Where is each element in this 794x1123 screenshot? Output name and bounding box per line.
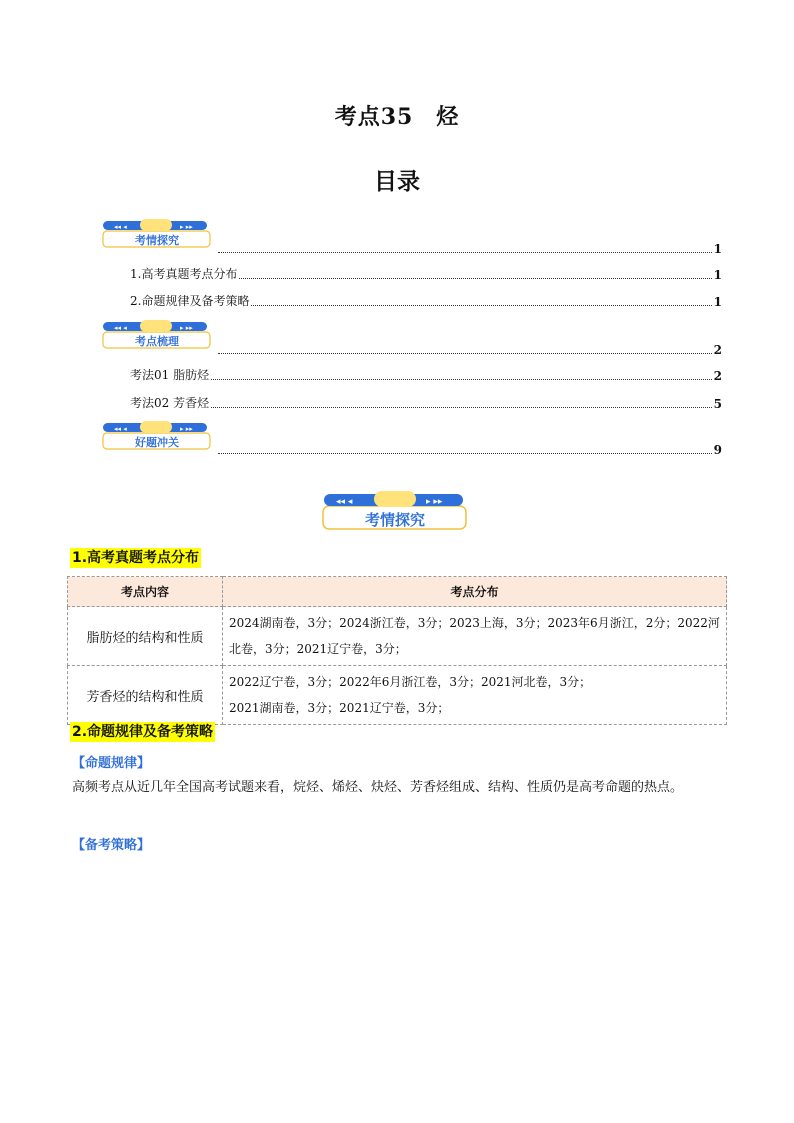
toc-page-number: 1	[713, 242, 722, 256]
svg-text:◂◂ ◂: ◂◂ ◂	[336, 497, 353, 507]
page-title: 考点35 烃	[334, 104, 460, 130]
rules-paragraph: 高频考点从近几年全国高考试题来看，烷烃、烯烃、炔烃、芳香烃组成、结构、性质仍是高考命题的热点。	[72, 780, 684, 795]
table-row	[68, 666, 727, 725]
toc-entry-item3[interactable]	[130, 367, 722, 383]
table-header-distribution: 考点分布	[223, 577, 727, 607]
svg-text:▸ ▸▸: ▸ ▸▸	[426, 497, 443, 507]
toc-entry-badge3[interactable]	[216, 441, 722, 457]
table-header-topic: 考点内容	[68, 577, 223, 607]
toc-page-number: 2	[713, 369, 722, 383]
table-row	[68, 607, 727, 666]
table-cell-topic: 芳香烃的结构和性质	[68, 666, 223, 725]
strategy-label: 【备考策略】	[72, 838, 151, 853]
distribution-line: 2022辽宁卷，3分；2022年6月浙江卷，3分；2021河北卷，3分；	[229, 675, 592, 689]
toc-leader	[239, 277, 711, 279]
toc-badge-exam-analysis[interactable]: ◂◂ ◂ ▸ ▸▸ 考情探究	[102, 219, 212, 249]
exam-distribution-table	[67, 576, 727, 725]
toc-entry-item2[interactable]	[130, 293, 722, 309]
svg-text:◂◂ ◂: ◂◂ ◂	[114, 425, 127, 433]
svg-text:◂◂ ◂: ◂◂ ◂	[114, 324, 127, 332]
toc-heading: 目录	[374, 168, 420, 195]
toc-entry-badge1[interactable]	[216, 240, 722, 256]
section-badge-exam-analysis: ◂◂ ◂ ▸ ▸▸ 考情探究	[322, 491, 468, 531]
toc-entry-label: 考法02 芳香烃	[130, 396, 210, 410]
rules-label: 【命题规律】	[72, 756, 151, 771]
svg-text:◂◂ ◂: ◂◂ ◂	[114, 223, 127, 231]
toc-leader	[211, 378, 712, 380]
toc-entry-item1[interactable]	[130, 266, 722, 282]
table-cell-distribution: 2024湖南卷，3分；2024浙江卷，3分；2023上海，3分；2023年6月浙江，2分；2022河北卷，3分；2021辽宁卷，3分；	[223, 607, 727, 666]
heading-rules-strategy: 2.命题规律及备考策略	[72, 724, 214, 740]
toc-page-number: 1	[713, 295, 722, 309]
distribution-line: 2021湖南卷，3分；2021辽宁卷，3分；	[229, 701, 450, 715]
table-header-row	[68, 577, 727, 607]
toc-entry-label: 1.高考真题考点分布	[130, 267, 238, 281]
toc-leader	[211, 406, 712, 408]
toc-entry-item4[interactable]	[130, 395, 722, 411]
svg-text:▸ ▸▸: ▸ ▸▸	[180, 223, 193, 231]
toc-entry-label: 2.命题规律及备考策略	[130, 294, 250, 308]
heading-exam-distribution: 1.高考真题考点分布	[72, 550, 200, 566]
toc-badge-knowledge[interactable]: ◂◂ ◂ ▸ ▸▸ 考点梳理	[102, 320, 212, 350]
toc-page-number: 9	[713, 443, 722, 457]
toc-leader	[218, 352, 712, 354]
toc-leader	[218, 251, 712, 253]
svg-text:▸ ▸▸: ▸ ▸▸	[180, 425, 193, 433]
toc-page-number: 5	[713, 397, 722, 411]
toc-badge-practice[interactable]: ◂◂ ◂ ▸ ▸▸ 好题冲关	[102, 421, 212, 451]
toc-page-number: 1	[713, 268, 722, 282]
svg-text:▸ ▸▸: ▸ ▸▸	[180, 324, 193, 332]
toc-leader	[251, 304, 711, 306]
table-cell-distribution	[223, 666, 727, 725]
toc-page-number: 2	[713, 343, 722, 357]
toc-entry-badge2[interactable]	[216, 341, 722, 357]
toc-entry-label: 考法01 脂肪烃	[130, 368, 210, 382]
toc-leader	[218, 452, 712, 454]
table-cell-topic: 脂肪烃的结构和性质	[68, 607, 223, 666]
